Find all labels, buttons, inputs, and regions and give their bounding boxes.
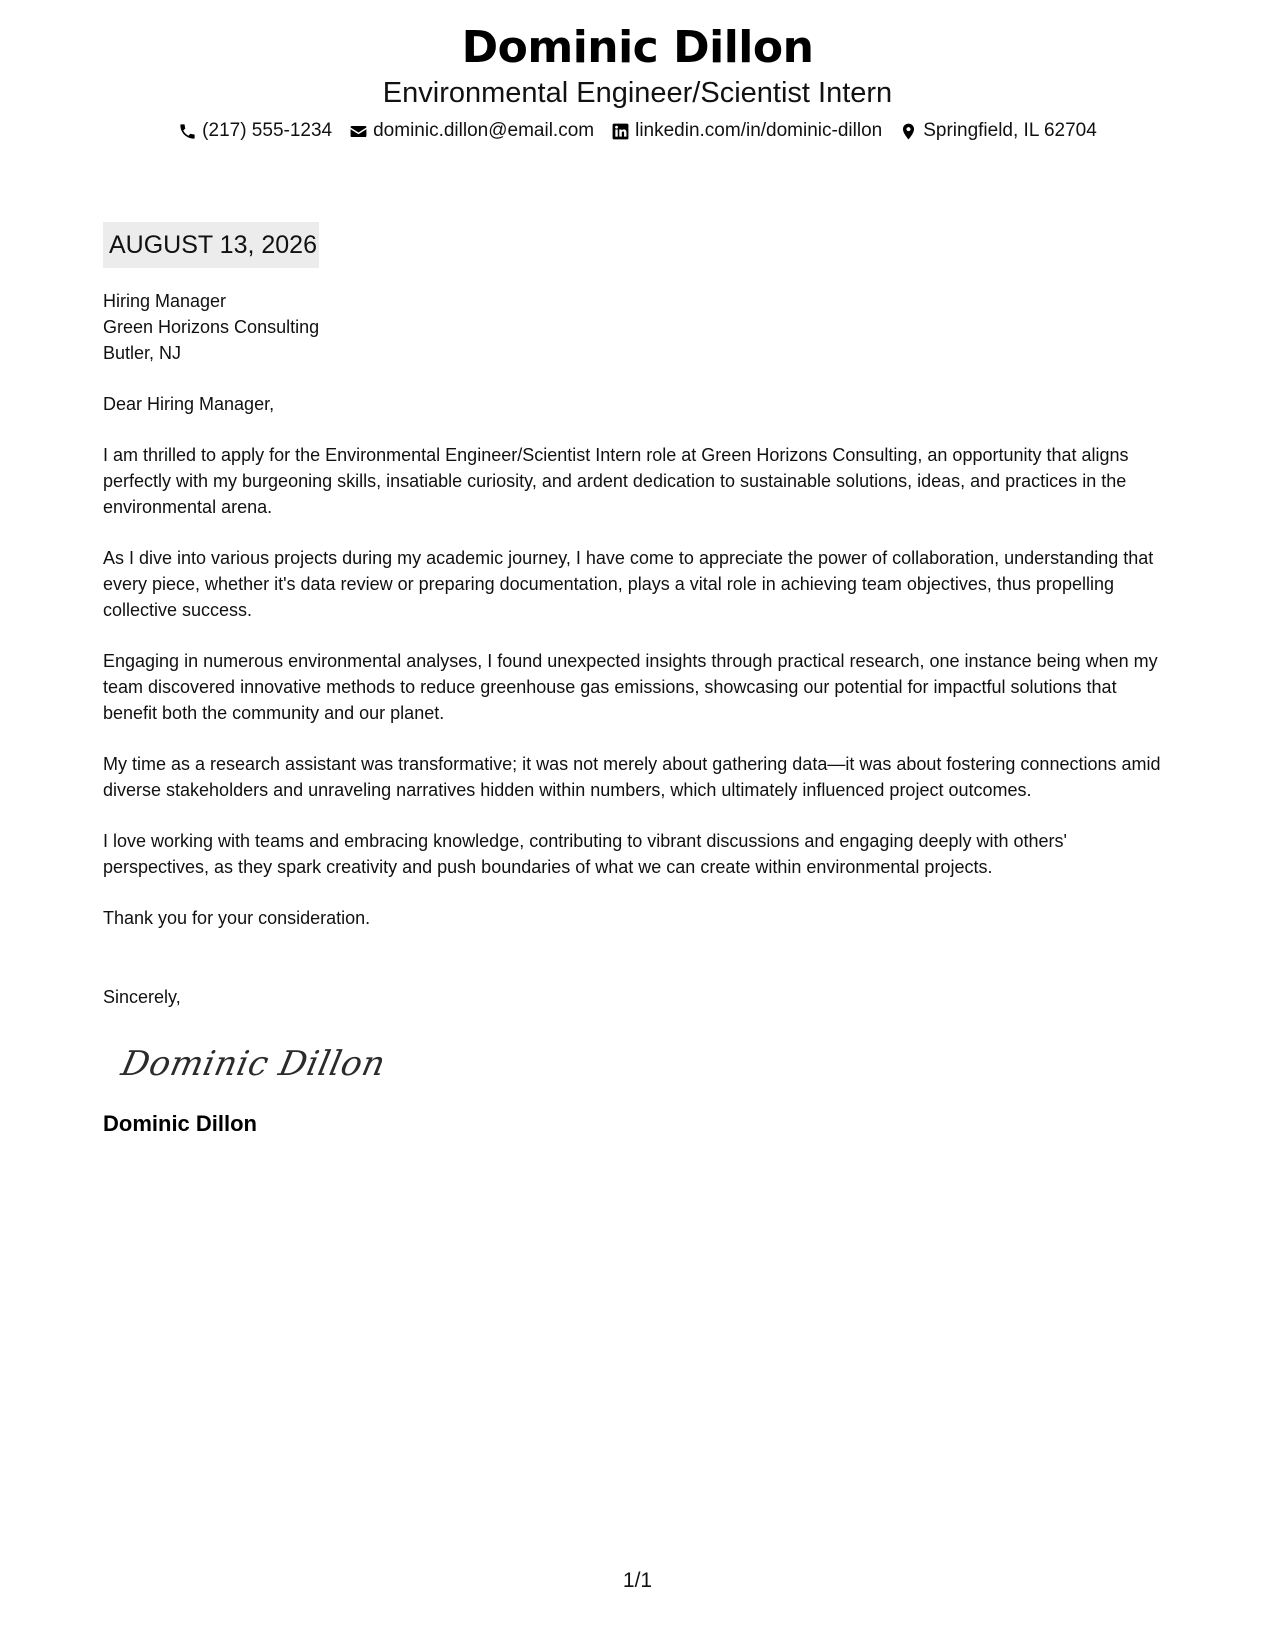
linkedin-icon <box>611 122 630 141</box>
contact-phone <box>178 118 332 144</box>
handwritten-signature: Dominic Dillon <box>117 1044 390 1084</box>
contact-linkedin[interactable] <box>611 118 882 144</box>
letter-date: AUGUST 13, 2026 <box>103 222 319 268</box>
paragraph: Engaging in numerous environmental analyses, I found unexpected insights through practical research, one instance being when my team discovered innovative methods to reduce greenhouse gas emissions, showcasing our potential for impactful solutions that benefit both the community and our planet. <box>103 651 1158 723</box>
salutation: Dear Hiring Manager, <box>103 394 275 414</box>
closing: Sincerely, <box>103 987 181 1007</box>
applicant-name: Dominic Dillon <box>461 22 814 73</box>
paragraph: I am thrilled to apply for the Environmental Engineer/Scientist Intern role at Green Horizons Consulting, an opportunity that aligns perfectly with my burgeoning skills, insatiable curiosity, and ardent dedication to sustainable solutions, ideas, and practices in the environmental arena. <box>103 445 1129 517</box>
letter-header <box>0 20 1275 144</box>
envelope-icon <box>349 122 368 141</box>
contact-location <box>899 118 1097 144</box>
paragraph: I love working with teams and embracing knowledge, contributing to vibrant discussions and engaging deeply with others' perspectives, as they spark creativity and push boundaries of what we can create within environmental projects. <box>103 831 1067 877</box>
map-marker-icon <box>899 122 918 141</box>
recipient-title: Hiring Manager <box>103 291 227 311</box>
contact-email[interactable] <box>349 118 594 144</box>
paragraph: My time as a research assistant was transformative; it was not merely about gathering data—it was about fostering connections amid diverse stakeholders and unraveling narratives hidden within numbers, which ultimately influenced project outcomes. <box>103 754 1161 800</box>
phone-icon <box>178 122 197 141</box>
page-number: 1/1 <box>622 1569 653 1592</box>
recipient-company: Green Horizons Consulting <box>103 317 320 337</box>
email-text[interactable]: dominic.dillon@email.com <box>373 120 595 141</box>
signer-name: Dominic Dillon <box>103 1111 257 1136</box>
phone-text: (217) 555-1234 <box>202 120 333 141</box>
paragraph: As I dive into various projects during my academic journey, I have come to appreciate the power of collaboration, understanding that every piece, whether it's data review or preparing documentation, plays a vital role in achieving team objectives, thus propelling collective success. <box>103 548 1154 620</box>
location-text: Springfield, IL 62704 <box>923 120 1097 141</box>
contact-info <box>0 118 1275 144</box>
thank-you-line: Thank you for your consideration. <box>103 908 371 928</box>
linkedin-text[interactable]: linkedin.com/in/dominic-dillon <box>635 120 883 141</box>
letter-body <box>103 222 1173 1138</box>
recipient-location: Butler, NJ <box>103 343 182 363</box>
applicant-role: Environmental Engineer/Scientist Intern <box>382 77 893 109</box>
recipient-block <box>103 288 1173 366</box>
